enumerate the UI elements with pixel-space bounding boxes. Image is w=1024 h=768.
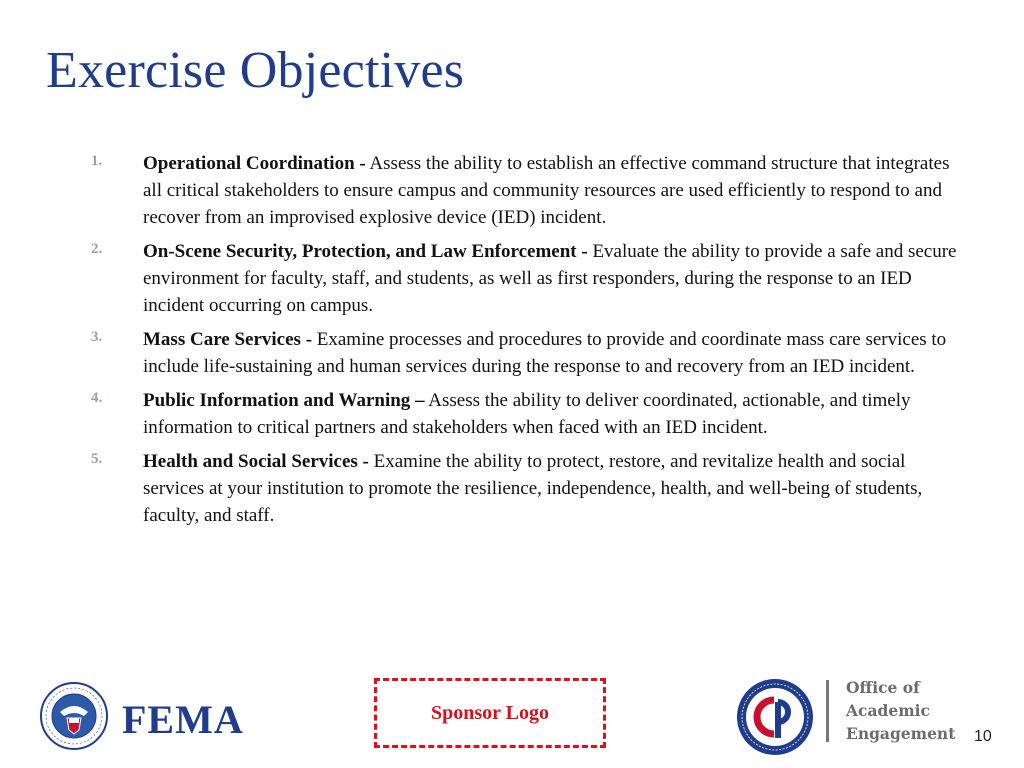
objective-item <box>91 150 961 231</box>
office-line: Engagement <box>846 724 956 743</box>
objective-item <box>91 238 961 319</box>
objective-number: 4. <box>91 390 103 406</box>
objective-body <box>143 387 961 441</box>
slide-footer <box>0 670 1024 768</box>
page-number: 10 <box>974 728 992 745</box>
office-line: Academic <box>846 701 930 720</box>
objectives-list <box>91 150 961 536</box>
objective-body <box>143 448 961 529</box>
objective-text: Examine the ability to protect, restore, and revitalize health and social services at your institution to promote the resilience, independence, health, and well-being of students, faculty, and staff. <box>143 451 923 526</box>
footer-divider <box>826 680 829 742</box>
dhs-seal-icon <box>40 682 108 750</box>
objective-text: Assess the ability to establish an effective command structure that integrates all critical stakeholders to ensure campus and community resources are used efficiently to respond to and recover from an improvised explosive device (IED) incident. <box>143 153 950 228</box>
sponsor-logo-label: Sponsor Logo <box>430 701 549 724</box>
objective-text: Examine processes and procedures to provide and coordinate mass care services to include life-sustaining and human services during the response to and recovery from an IED incident. <box>143 329 947 377</box>
objective-number: 2. <box>91 241 103 257</box>
slide-title: Exercise Objectives <box>46 42 465 99</box>
fema-logo: FEMA <box>122 697 244 742</box>
objective-heading: Mass Care Services - <box>143 329 313 350</box>
objective-text: Evaluate the ability to provide a safe and secure environment for faculty, staff, and students, as well as first responders, during the response to an IED incident occurring on campus. <box>143 241 957 316</box>
objective-item <box>91 326 961 380</box>
objective-heading: Public Information and Warning – <box>143 390 425 411</box>
sponsor-logo-placeholder <box>374 678 606 748</box>
objective-heading: On-Scene Security, Protection, and Law Enforcement - <box>143 241 588 262</box>
objective-heading: Operational Coordination - <box>143 153 366 174</box>
objective-number: 3. <box>91 329 103 345</box>
objective-number: 1. <box>91 153 103 169</box>
office-of-academic-engagement-logo <box>846 676 955 745</box>
objective-body <box>143 326 961 380</box>
objective-heading: Health and Social Services - <box>143 451 369 472</box>
objective-text: Assess the ability to deliver coordinated, actionable, and timely information to critical partners and stakeholders when faced with an IED incident. <box>143 390 911 438</box>
objective-item <box>91 387 961 441</box>
objective-body <box>143 150 961 231</box>
objective-body <box>143 238 961 319</box>
campus-resilience-seal-icon <box>736 678 814 756</box>
office-line: Office of <box>846 678 920 697</box>
objective-number: 5. <box>91 451 103 467</box>
objective-item <box>91 448 961 529</box>
